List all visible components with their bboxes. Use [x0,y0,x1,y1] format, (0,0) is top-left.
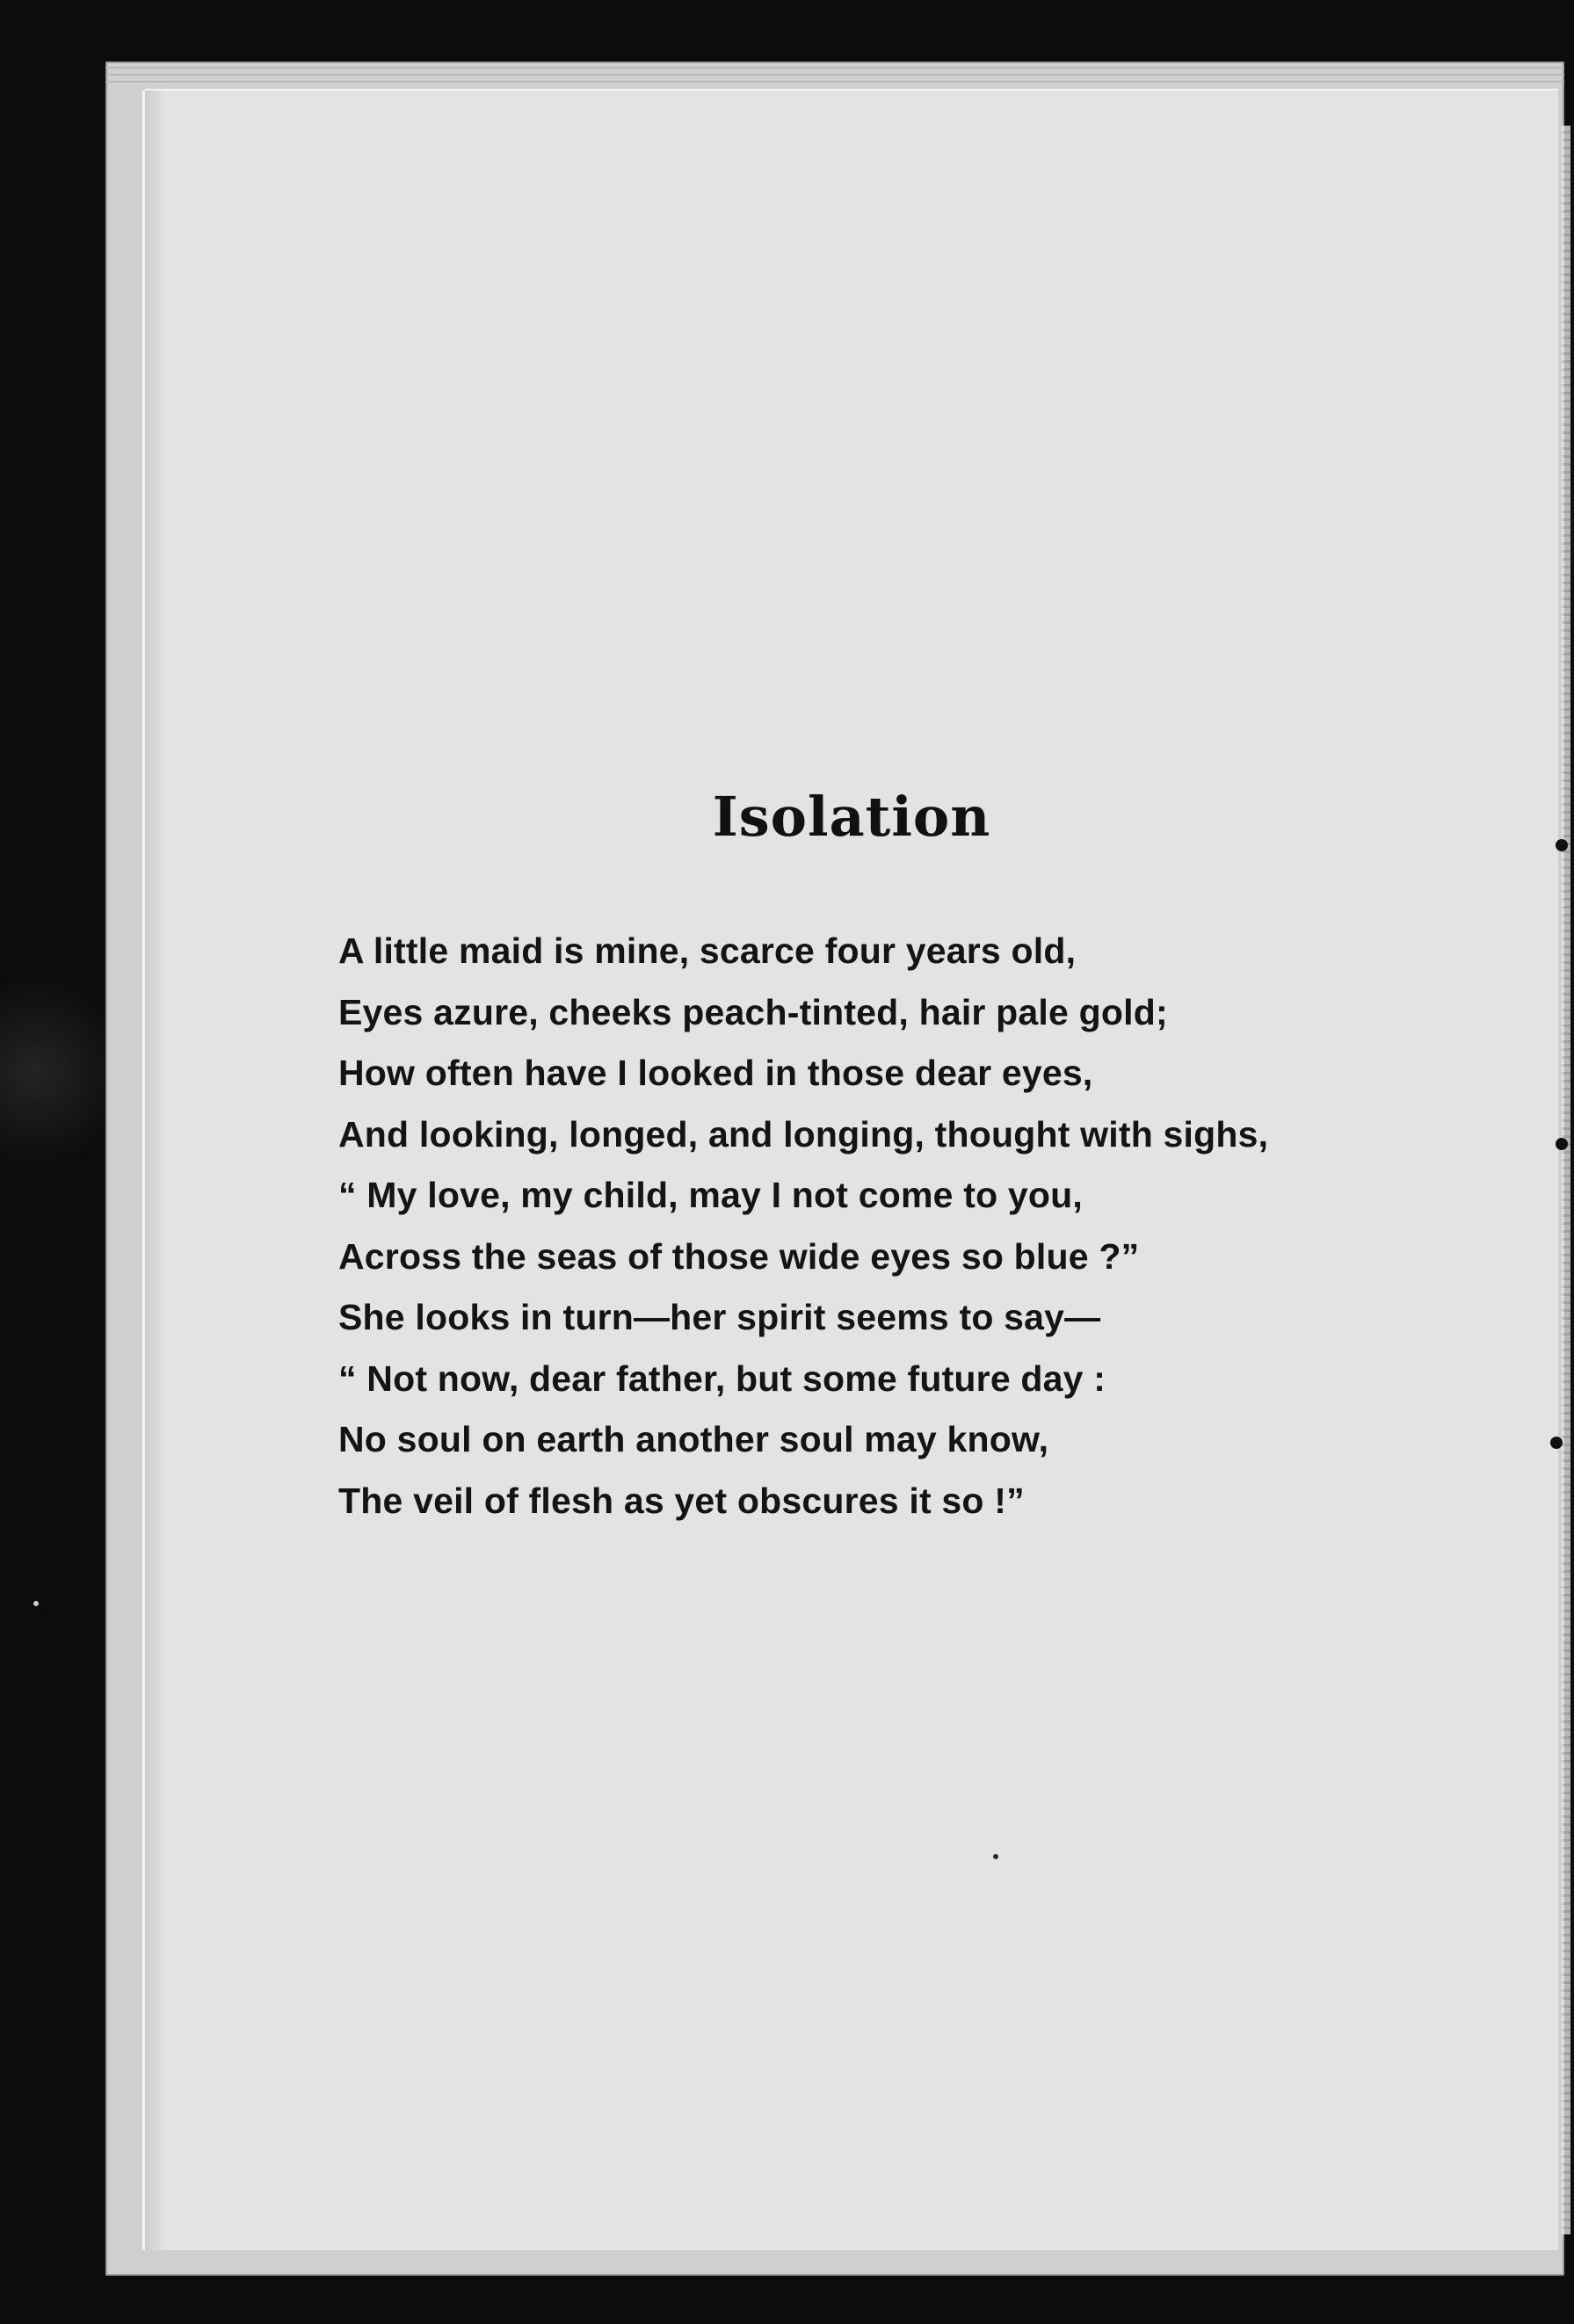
page-right-edge [1562,126,1570,2234]
margin-mark [1556,1138,1568,1150]
poem-line: And looking, longed, and longing, thought with sighs, [338,1113,1269,1155]
poem-line: She looks in turn—her spirit seems to say— [338,1297,1101,1337]
poem-line: Across the seas of those wide eyes so blue ?” [338,1235,1140,1277]
ink-speck [993,1854,998,1859]
poem-line: A little maid is mine, scarce four years old, [338,930,1077,971]
poem-line: “ Not now, dear father, but some future day : [338,1357,1106,1399]
poem-line: “ My love, my child, may I not come to you, [338,1175,1083,1215]
page-edge-line [105,67,1564,69]
poem-line: Eyes azure, cheeks peach-tinted, hair pale gold; [338,991,1168,1032]
dust-speck [33,1601,39,1606]
page-edge-line [105,81,1564,83]
book-page [145,90,1558,2250]
poem-title: Isolation [712,785,991,849]
page-edge-line [105,74,1564,76]
poem-body [338,921,1481,1531]
poem-line: The veil of flesh as yet obscures it so !” [338,1480,1025,1521]
margin-mark [1556,839,1568,851]
margin-mark [1550,1437,1563,1449]
poem-line: How often have I looked in those dear eyes, [338,1053,1093,1093]
poem-line: No soul on earth another soul may know, [338,1419,1049,1459]
